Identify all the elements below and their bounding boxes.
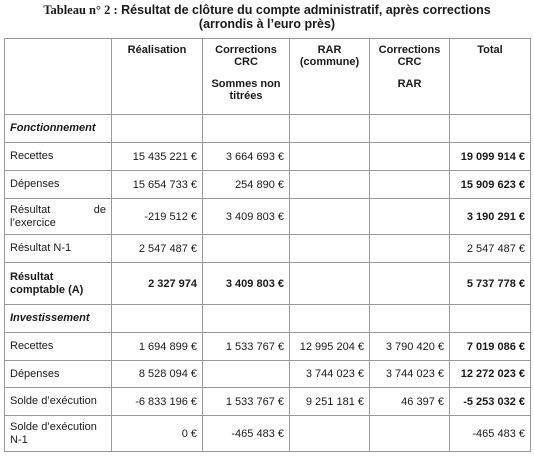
empty-cell — [370, 115, 450, 143]
cell-total: 2 547 487 € — [450, 235, 531, 263]
row-label-part-c: l’exercice — [10, 216, 56, 229]
cell-corrections-rar: 3 790 420 € — [370, 333, 450, 361]
cell-realisation: 0 € — [112, 416, 203, 452]
cell-corrections-rar — [370, 199, 450, 235]
cell-corrections-rar — [370, 263, 450, 305]
table-row — [5, 235, 531, 263]
cell-corrections: 3 664 693 € — [203, 143, 290, 171]
table-row — [5, 199, 531, 235]
empty-cell — [450, 115, 531, 143]
row-label — [5, 263, 112, 305]
table-row — [5, 388, 531, 416]
cell-corrections-rar — [370, 416, 450, 452]
cell-total: 3 190 291 € — [450, 199, 531, 235]
cell-realisation: 8 528 094 € — [112, 361, 203, 388]
cell-total: 7 019 086 € — [450, 333, 531, 361]
cell-corrections-rar: 3 744 023 € — [370, 361, 450, 388]
section-row-investissement — [5, 305, 531, 333]
row-label-part-b: de — [93, 203, 106, 216]
header-corrections-crc-label: Corrections CRC — [215, 44, 277, 68]
row-label: Recettes — [5, 333, 112, 361]
row-label: Solde d’exécution — [5, 388, 112, 416]
row-label-part-b: comptable (A) — [10, 283, 84, 296]
header-realisation: Réalisation — [112, 39, 203, 115]
cell-corrections: 1 533 767 € — [203, 333, 290, 361]
cell-realisation: 1 694 899 € — [112, 333, 203, 361]
cell-rar — [290, 171, 370, 199]
header-corrections-crc — [203, 39, 290, 115]
row-label-part-a: Solde d’exécution — [10, 420, 97, 433]
cell-corrections-rar — [370, 235, 450, 263]
row-label-part-a: Résultat — [10, 203, 51, 216]
cell-total: 19 099 914 € — [450, 143, 531, 171]
header-rar: RAR (commune) — [290, 39, 370, 115]
cell-realisation: 2 327 974 — [112, 263, 203, 305]
cell-corrections — [203, 361, 290, 388]
cell-total: 5 737 778 € — [450, 263, 531, 305]
section-row-fonctionnement — [5, 115, 531, 143]
cell-realisation: -219 512 € — [112, 199, 203, 235]
header-empty — [5, 39, 112, 115]
cell-corrections: -465 483 € — [203, 416, 290, 452]
cell-corrections — [203, 235, 290, 263]
row-label: Résultat N-1 — [5, 235, 112, 263]
empty-cell — [112, 305, 203, 333]
cell-corrections: 1 533 767 € — [203, 388, 290, 416]
empty-cell — [112, 115, 203, 143]
cell-realisation: 15 654 733 € — [112, 171, 203, 199]
cell-total: -5 253 032 € — [450, 388, 531, 416]
section-fonctionnement: Fonctionnement — [5, 115, 112, 143]
cell-rar: 12 995 204 € — [290, 333, 370, 361]
header-row — [5, 39, 531, 115]
cell-corrections: 3 409 803 € — [203, 199, 290, 235]
table-title — [0, 0, 534, 36]
cell-rar — [290, 263, 370, 305]
table-row — [5, 171, 531, 199]
cell-rar: 9 251 181 € — [290, 388, 370, 416]
cell-rar — [290, 199, 370, 235]
row-label-part-a: Résultat — [10, 270, 54, 283]
table-row — [5, 333, 531, 361]
cell-realisation: -6 833 196 € — [112, 388, 203, 416]
empty-cell — [203, 115, 290, 143]
row-label: Dépenses — [5, 361, 112, 388]
row-label: Recettes — [5, 143, 112, 171]
empty-cell — [370, 305, 450, 333]
table-row — [5, 416, 531, 452]
table-number: Tableau n° 2 : — [43, 3, 118, 17]
cell-corrections-rar — [370, 171, 450, 199]
cell-rar — [290, 416, 370, 452]
cell-corrections-rar: 46 397 € — [370, 388, 450, 416]
title-line-1: Résultat de clôture du compte administratif, après corrections — [121, 3, 491, 17]
table-row — [5, 263, 531, 305]
cell-corrections: 254 890 € — [203, 171, 290, 199]
header-corrections-crc-rar-sub: RAR — [397, 78, 422, 90]
cell-total: -465 483 € — [450, 416, 531, 452]
header-corrections-crc-sub: Sommes non titrées — [211, 78, 281, 102]
cell-rar — [290, 235, 370, 263]
cell-total: 12 272 023 € — [450, 361, 531, 388]
table-row — [5, 143, 531, 171]
empty-cell — [290, 305, 370, 333]
cell-rar: 3 744 023 € — [290, 361, 370, 388]
cell-corrections: 3 409 803 € — [203, 263, 290, 305]
result-table — [4, 38, 531, 452]
cell-corrections-rar — [370, 143, 450, 171]
empty-cell — [290, 115, 370, 143]
empty-cell — [450, 305, 531, 333]
row-label: Dépenses — [5, 171, 112, 199]
row-label — [5, 199, 112, 235]
header-corrections-crc-rar — [370, 39, 450, 115]
title-line-2: (arrondis à l’euro près) — [198, 17, 336, 31]
cell-total: 15 909 623 € — [450, 171, 531, 199]
header-total: Total — [450, 39, 531, 115]
row-label — [5, 416, 112, 452]
row-label-part-b: N-1 — [10, 433, 28, 446]
cell-realisation: 15 435 221 € — [112, 143, 203, 171]
section-investissement: Investissement — [5, 305, 112, 333]
empty-cell — [203, 305, 290, 333]
cell-realisation: 2 547 487 € — [112, 235, 203, 263]
header-corrections-crc-rar-label: Corrections CRC — [378, 44, 441, 68]
cell-rar — [290, 143, 370, 171]
table-row — [5, 361, 531, 388]
